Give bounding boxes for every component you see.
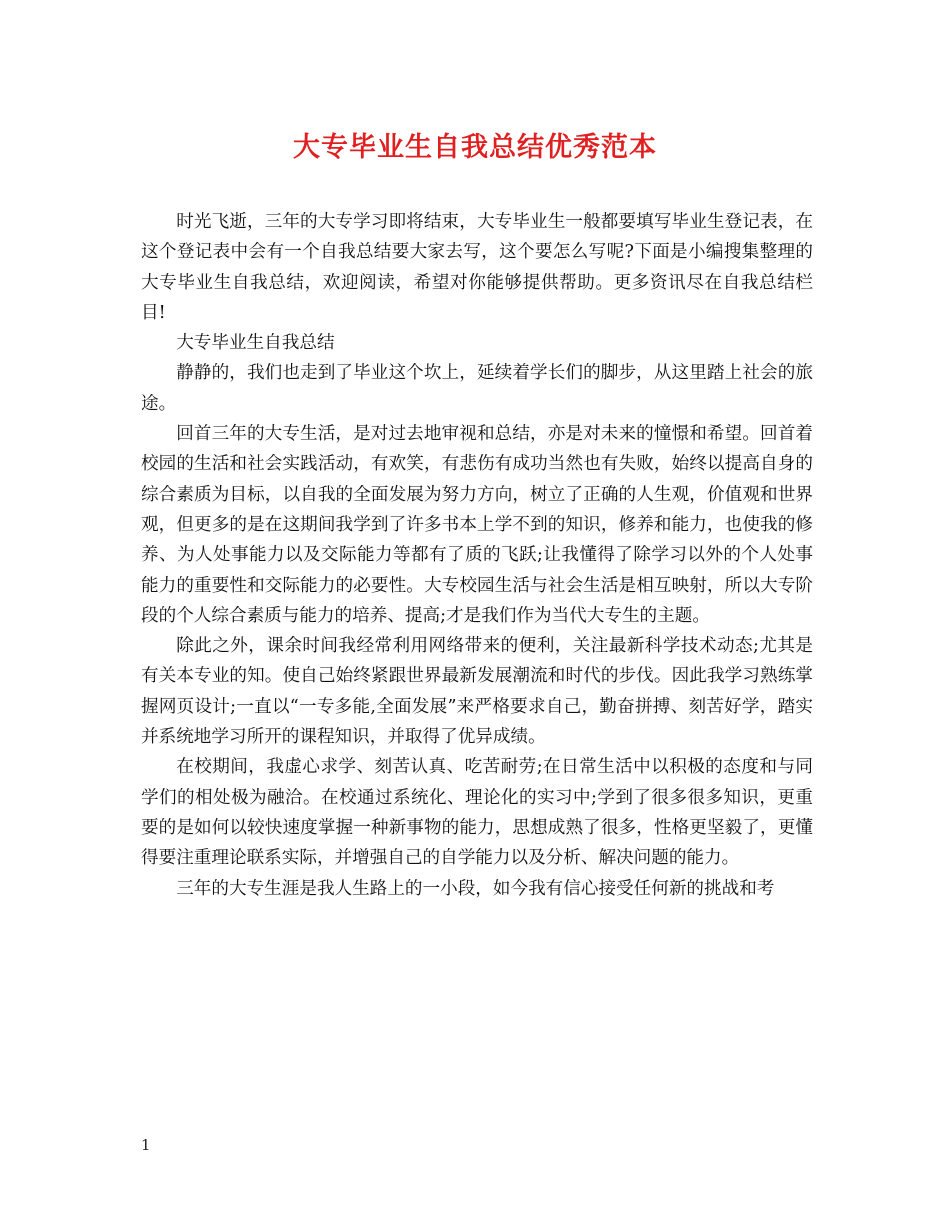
paragraph-2: 回首三年的大专生活，是对过去地审视和总结，亦是对未来的憧憬和希望。回首着校园的生活和社会实践活动，有欢笑，有悲伤有成功当然也有失败，始终以提高自身的综合素质为目标，以自我的全面发展为努力方向，树立了正确的人生观，价值观和世界观，但更多的是在这期间我学到了许多书本上学不到的知识，修养和能力，也使我的修养、为人处事能力以及交际能力等都有了质的飞跃;让我懂得了除学习以外的个人处事能力的重要性和交际能力的必要性。大专校园生活与社会生活是相互映射，所以大专阶段的个人综合素质与能力的培养、提高;才是我们作为当代大专生的主题。 — [141, 424, 813, 626]
paragraph-5: 三年的大专生涯是我人生路上的一小段，如今我有信心接受任何新的挑战和考 — [176, 878, 775, 899]
paragraph-subheading: 大专毕业生自我总结 — [176, 333, 335, 354]
paragraph-4: 在校期间，我虚心求学、刻苦认真、吃苦耐劳;在日常生活中以积极的态度和与同学们的相处极为融洽。在校通过系统化、理论化的实习中;学到了很多很多知识，更重要的是如何以较快速度掌握一种新事物的能力，思想成熟了很多，性格更坚毅了，更懂得要注重理论联系实际，并增强自己的自学能力以及分析、解决问题的能力。 — [141, 757, 813, 869]
page-number: 1 — [141, 1136, 151, 1154]
paragraph-intro: 时光飞逝，三年的大专学习即将结束，大专毕业生一般都要填写毕业生登记表，在这个登记表中会有一个自我总结要大家去写，这个要怎么写呢?下面是小编搜集整理的大专毕业生自我总结，欢迎阅读，希望对你能够提供帮助。更多资讯尽在自我总结栏目! — [141, 212, 813, 323]
paragraph-1: 静静的，我们也走到了毕业这个坎上，延续着学长们的脚步，从这里踏上社会的旅途。 — [141, 363, 813, 414]
document-body — [141, 207, 813, 904]
paragraph-3: 除此之外，课余时间我经常利用网络带来的便利，关注最新科学技术动态;尤其是有关本专业的知。使自己始终紧跟世界最新发展潮流和时代的步伐。因此我学习熟练掌握网页设计;一直以“一专多能,全面发展”来严格要求自己，勤奋拼搏、刻苦好学，踏实并系统地学习所开的课程知识，并取得了优异成绩。 — [141, 636, 813, 748]
document-title: 大专毕业生自我总结优秀范本 — [293, 132, 657, 163]
